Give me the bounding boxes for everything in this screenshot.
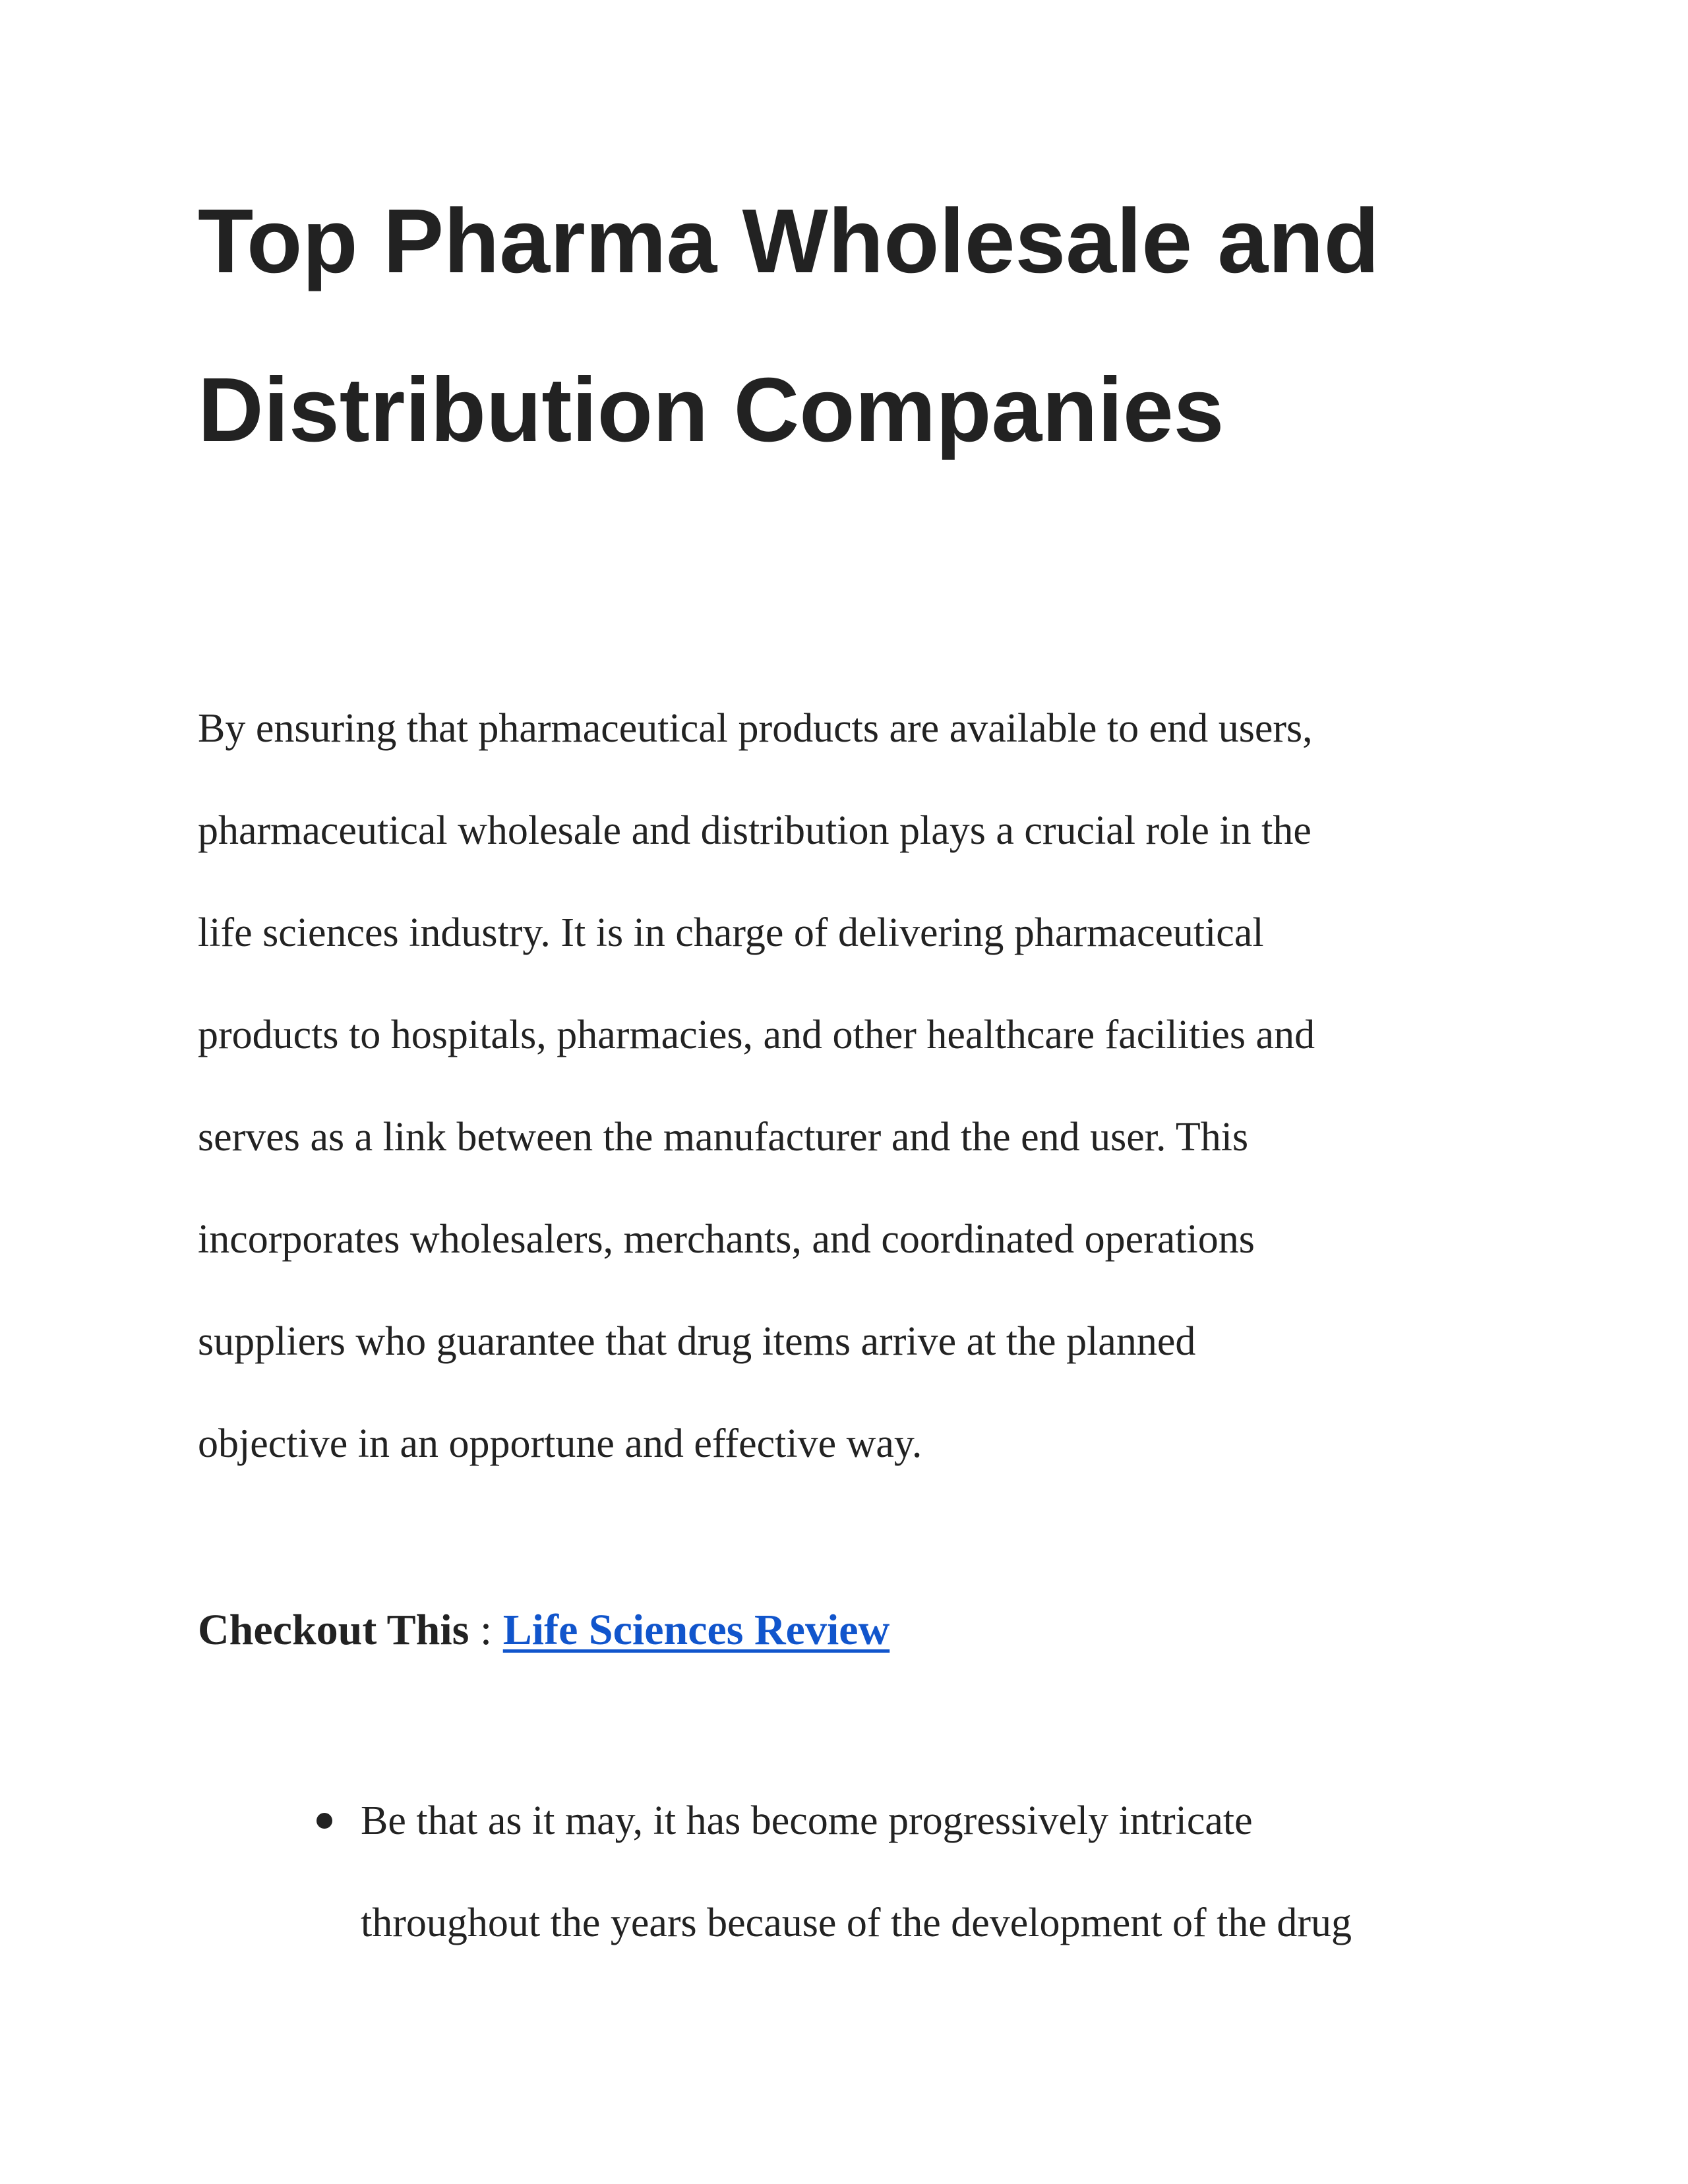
page-title: [198, 157, 1517, 494]
checkout-label: Checkout This: [198, 1606, 469, 1654]
title-line: Top Pharma Wholesale and: [198, 191, 1379, 292]
paragraph-line: suppliers who guarantee that drug items arrive at the planned: [198, 1319, 1196, 1364]
bullet-icon: [316, 1813, 332, 1829]
checkout-line: [198, 1579, 889, 1681]
paragraph-line: objective in an opportune and effective way.: [198, 1421, 922, 1466]
title-line: Distribution Companies: [198, 359, 1224, 461]
paragraph-line: products to hospitals, pharmacies, and other healthcare facilities and: [198, 1013, 1315, 1057]
paragraph-line: serves as a link between the manufacturer and the end user. This: [198, 1115, 1249, 1160]
list-item: [198, 1770, 1517, 1974]
bullet-list: [198, 1770, 1517, 1974]
paragraph-line: By ensuring that pharmaceutical products are available to end users,: [198, 706, 1313, 751]
paragraph-line: pharmaceutical wholesale and distribution plays a crucial role in the: [198, 808, 1311, 853]
life-sciences-review-link[interactable]: Life Sciences Review: [502, 1606, 890, 1654]
paragraph-line: incorporates wholesalers, merchants, and coordinated operations: [198, 1217, 1255, 1262]
intro-paragraph: [198, 678, 1517, 1495]
paragraph-line: life sciences industry. It is in charge of delivering pharmaceutical: [198, 910, 1264, 955]
list-item-line: Be that as it may, it has become progressively intricate: [361, 1798, 1253, 1843]
checkout-separator: :: [469, 1606, 503, 1654]
list-item-line: throughout the years because of the development of the drug: [361, 1901, 1352, 1945]
